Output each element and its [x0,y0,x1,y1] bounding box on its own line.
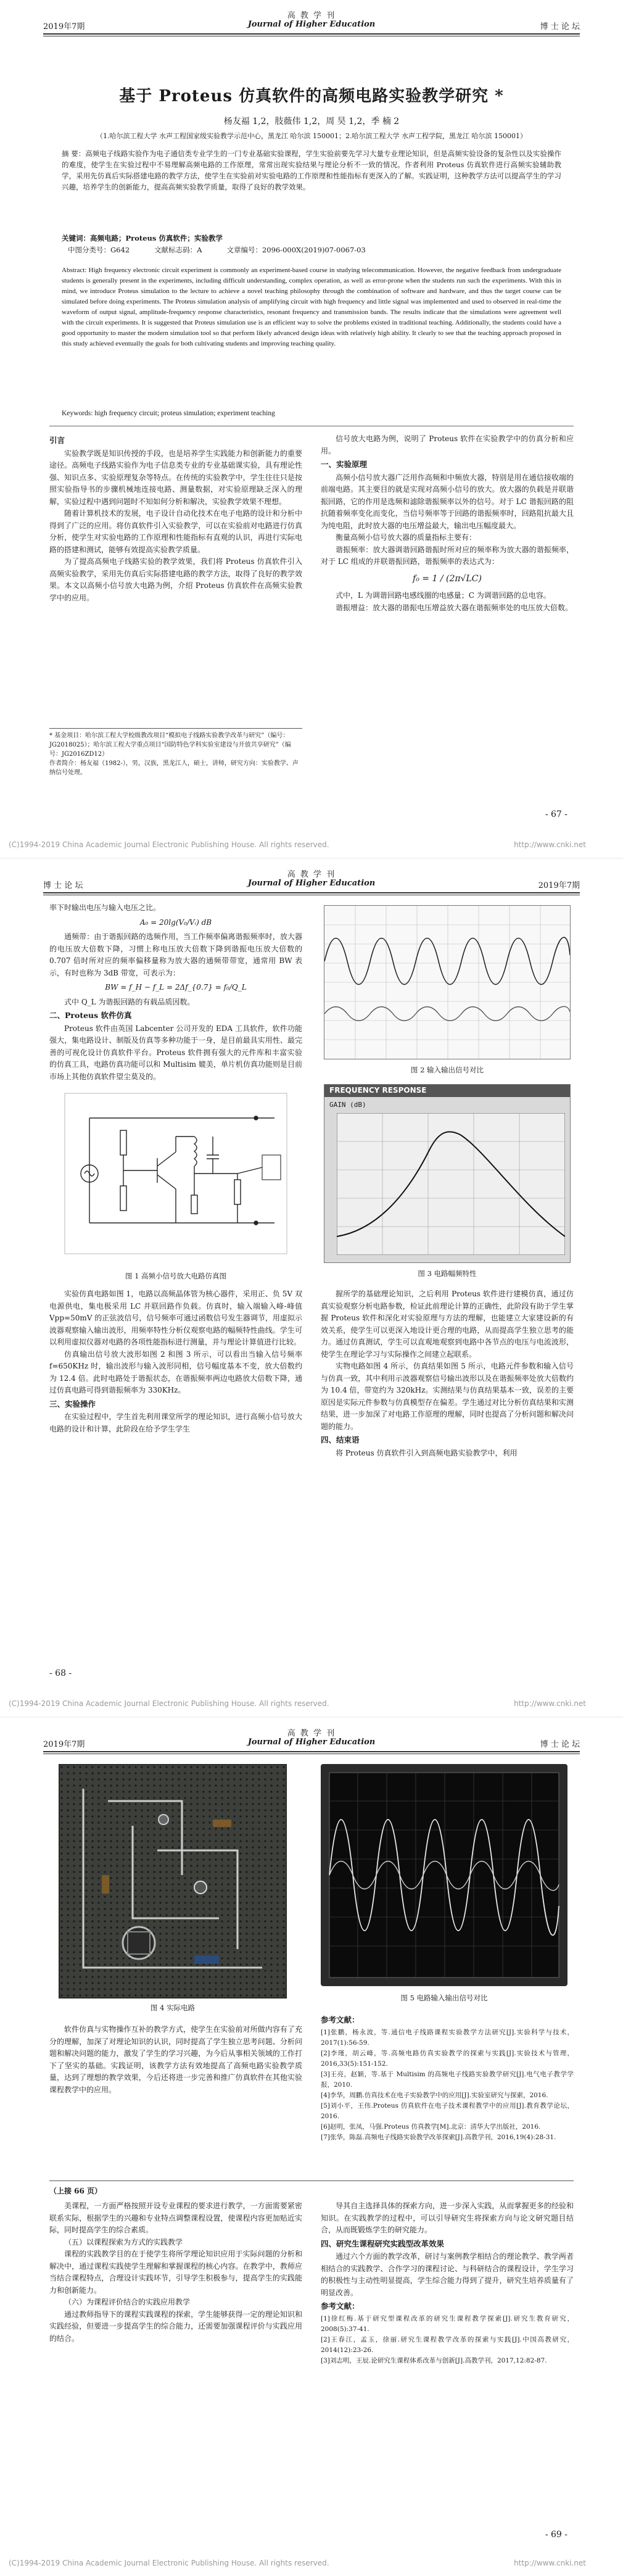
section-label: 博 士 论 坛 [540,22,580,31]
header-rule [43,33,580,35]
references-title: 参考文献： [321,2301,360,2311]
body-paragraph: 导其自主选择具体的探索方向，进一步深入实践，从而掌握更多的经验和知识。在实践教学的过程中，可以引导研究生将探索方向与论文研究题目结合，从而既锻炼学生的研究能力。 [321,2201,574,2234]
section-heading: 三、实验操作 [49,1399,96,1409]
section-heading: 四、研究生课程研究实践型改革效果 [321,2238,445,2248]
body-paragraph: 随着计算机技术的发展，电子设计自动化技术在电子电路的设计和分析中得到了广泛的应用。将仿真软件引入实验教学，可以在实验前对电路进行仿真分析，使学生对实验电路的工作原理和性能指标有直观的认识，再进行实际电路的搭建和测试，能够有效提高实验教学质量。 [49,509,302,554]
body-paragraph: 握所学的基础理论知识，之后利用 Proteus 软件进行建模仿真，通过仿真实验观察分析电路参数，检证此前理论计算的正确性，此阶段有助于学生掌握 Proteus 软件和深化对实验原理与方法的理解，也能建立大家建设新的有效关系，使学生可以更深入地设计更合理的电路，从而提高学生独立思考的能力。通过仿真测试，学生可以直观地观察到电路中各节点的电压与电流波形，使学生在理论学习与实际操作之间建立起联系。 [321,1290,574,1359]
article-authors: 杨友福 1,2，肢薇伟 1,2，周 昊 1,2，季 楠 2 [223,117,400,126]
reference-item: [2]王春江，孟玉，徐丽.研究生课程教学改革的探索与实践[J].中国高教研究，2014(12):23-26. [321,2335,574,2354]
article-id: 文章编号：2096-000X(2019)07-0067-03 [226,246,366,254]
body-col-right [321,1288,574,1459]
continuation-col-right [321,2200,574,2366]
body-paragraph: 在实验过程中，学生首先利用课堂所学的理论知识，进行高频小信号放大电路的设计和计算，此阶段在给予学生学生 [49,1412,302,1433]
page-3 [0,1718,623,2576]
section-heading: 引言 [49,436,65,445]
circuit-board-photo [59,1764,287,1998]
body-paragraph: 实验教学既是知识传授的手段，也是培养学生实践能力和创新能力的重要途径。高频电子线路实验作为电子信息类专业的专业基础课实验，具有理论性强、知识点多、实验原理复杂等特点。在传统的实验教学中，学生往往只是按照实验指导书的步骤机械地连接电路、测量数据，对实验原理缺乏深入的理解，实验过程中遇到问题时不知如何分析和解决，实验教学效果不理想。 [49,449,302,506]
body-col-right [321,433,574,614]
copyright-notice: (C)1994-2019 China Academic Journal Electronic Publishing House. All rights reserved. [9,840,329,849]
reference-item: [1]张鹏，杨永波，等.通信电子线路课程实验教学方法研究[J].实验科学与技术，2017(1):56-59. [321,2028,574,2047]
references-col [321,2013,574,2143]
reference-item: [2]李瑾，胡云峰，等.高频电路仿真实验教学的探索与实践[J].实验技术与管理，2016,33(5):151-152. [321,2049,574,2068]
section-label: 博 士 论 坛 [43,881,83,890]
figure-4-circuit-photo [59,1764,287,1998]
page-number: - 69 - [545,2530,567,2540]
page-footer [0,838,623,851]
page-header [43,9,580,46]
reference-list [321,2314,574,2366]
section-label: 博 士 论 坛 [540,1740,580,1749]
body-paragraph: 式中 Q_L 为谐振回路的有载品质因数。 [64,997,195,1006]
section-heading: 一、实验原理 [321,460,368,469]
body-paragraph: 为了提高高频电子线路实验的教学效果，我们将 Proteus 仿真软件引入高频实验教学，采用先仿真后实际搭建电路的教学方法，取得了良好的教学效果。本文以高频小信号放大电路为例，介绍 Proteus 仿真软件在高频实验教学中的应用。 [49,557,302,602]
continuation-col-left [49,2200,302,2345]
journal-name-en: Journal of Higher Education [247,20,376,29]
figure-3-frequency-response [324,1084,571,1263]
footnote: * 基金项目：哈尔滨工程大学校级教改项目“模拟电子线路实验教学改革与研究”（编号：JG2018025）；哈尔滨工程大学重点项目“国防特色学科实验室建设与开放共享研究”（编号：JG2016ZD12） 作者简介：杨友福（1982-），男，汉族，黑龙江人，硕士，讲师，研究方向：实验教学、声纳信号处理。 [49,728,302,777]
page-number: - 67 - [545,810,567,819]
body-paragraph: 仿真输出信号放大波形如图 2 和图 3 所示，可以看出当输入信号频率 f=650KHz 时，输出波形与输入波形同相，信号幅度基本不变，放大倍数约为 12.4 倍。此时电路处于谐振状态，在谐振频率两边电路放大倍数下降，通过仿真电路可得到谐振频率为 330KHz。 [49,1349,302,1394]
article-title: 基于 Proteus 仿真软件的高频电路实验教学研究 * [119,87,504,106]
reference-item: [1]徐红梅.基于研究型课程改革的研究生课程教学探索[J].研究生教育研究，2008(5):37-41. [321,2314,574,2333]
journal-name-en: Journal of Higher Education [247,879,376,888]
frequency-response-plot [337,1113,565,1255]
article-meta [68,245,561,255]
copyright-notice: (C)1994-2019 China Academic Journal Electronic Publishing House. All rights reserved. [9,1699,329,1708]
figure-4-caption: 图 4 实际电路 [150,2003,196,2012]
references-title: 参考文献： [321,2015,360,2024]
resonance-formula: f₀ = 1 / (2π√LC) [413,573,482,584]
body-paragraph: （五）以课程探索为方式的实践教学 [64,2237,183,2247]
footer-link[interactable]: http://www.cnki.net [514,2559,586,2567]
page-1 [0,0,623,858]
journal-name-cn: 高 教 学 刊 [287,1729,336,1738]
article-affiliation: （1.哈尔滨工程大学 水声工程国家级实验教学示范中心，黑龙江 哈尔滨 150001；2.哈尔滨工程大学 水声工程学院，黑龙江 哈尔滨 150001） [96,132,527,140]
body-paragraph: 信号放大电路为例，说明了 Proteus 软件在实验教学中的仿真分析和应用。 [321,434,574,455]
issue-label: 2019年7期 [43,22,85,31]
reference-item: [3]王亮，赵颖，等.基于 Multisim 的高频电子线路实验教学研究[J].电气电子教学学报，2010. [321,2070,574,2089]
bandwidth-formula: BW = f_H − f_L = 2Δf_{0.7} = f₀/Q_L [105,983,247,992]
body-paragraph: （六）为课程评价结合的实践应用教学 [64,2298,191,2306]
journal-name-cn: 高 教 学 刊 [287,870,336,879]
y-axis-unit: GAIN (dB) [329,1101,366,1109]
body-paragraph: 将 Proteus 仿真软件引入到高频电路实验教学中，利用 [336,1448,518,1457]
body-paragraph: 式中，L 为调谐回路电感线圈的电感量；C 为调谐回路的总电容。 [336,591,551,600]
page-header [43,1726,580,1763]
body-col-left [49,902,302,1083]
figure-1-schematic [52,1081,299,1266]
body-paragraph: 美课程，一方面严格按照开设专业课程的要求进行教学，一方面需要紧密联系实际，根据学生的兴趣和专业特点调整课程设置，使课程内容更加贴近实际，同时提高学生的综合素质。 [49,2201,302,2234]
body-paragraph: 实物电路如图 4 所示，仿真结果如图 5 所示，电路元件参数和输入信号与仿真一致，其中利用示波器观察信号输出波形以及在谐振频率处放大倍数约为 10.4 倍，带宽约为 320kHz。实测结果与仿真结果基本一致，误差的主要原因是实际元件参数与仿真模型存在偏差。学生通过对比分析仿真结果和实测结果，进一步加深了对电路工作原理的理解，同时也提高了分析问题和解决问题的能力。 [321,1362,574,1431]
abstract-en: Abstract: High frequency electronic circuit experiment is commonly an experiment-based course in studying telecommunication. However, the negative feedback from undergraduate students is generally present in the experiments, including difficult understanding, complex operation, as well as error-prone when the students run such the experiments. With this in mind, we introduce Proteus simulation to the lecture to achieve a novel teaching philosophy through the combination of software and hardware, and thus the target course can be simulated before doing experiments. The Proteus simulation analysis of amplifying circuit with high frequency and little signal was implemented and used to observed in real-time the waveform of output signal, amplitude-frequency response characteristics, resonant frequency and transmission bands. The results indicate that the simulations were agreement well with the circuit experiments. It is suggested that Proteus simulation use is an efficient way to solve the problems existed in traditional teaching. Additionally, the students could have a good opportunity to master the modern simulation tool so that perform likely advanced design ideas with relatively high ability. It clearly to see that the teaching approach proposed in this study achieved eventually the goals for both cultivating students and improving teaching quality. [62,267,561,347]
reference-item: [5]刘小平，王伟.Proteus 仿真软件在电子技术课程教学中的应用[J].教育教学论坛，2016. [321,2102,574,2120]
body-paragraph: 通频带：由于谐振回路的选频作用，当工作频率偏离谐振频率时，放大器的电压放大倍数下降，习惯上称电压放大倍数下降到谐振电压放大倍数的 0.707 倍时所对应的频率偏移量称为放大器的通频带带宽，通常用 BW 表示，有时也称为 3dB 带宽，可表示为： [49,932,302,977]
page-footer [0,1697,623,1710]
footer-link[interactable]: http://www.cnki.net [514,840,586,849]
keywords-cn: 关键词：高频电路；Proteus 仿真软件；实验教学 [62,234,223,242]
page-number: - 68 - [49,1668,72,1678]
body-paragraph: Proteus 软件由英国 Labcenter 公司开发的 EDA 工具软件，软件功能强大，集电路设计、制版及仿真等多种功能于一身，是目前最具实用性、最完善的可视化设计仿真软件平台。Proteus 软件拥有强大的元件库和丰富实验的仿真工具，电路仿真功能可以和 Multisim 媲美，单片机仿真功能则是目前市场上其他仿真软件望尘莫及的。 [49,1024,302,1081]
figure-2-oscilloscope [324,905,571,1059]
journal-name-cn: 高 教 学 刊 [287,11,336,20]
reference-item: [7]张华，陈磊.高频电子线路实验教学改革探索[J].高教学刊，2016,19(4):28-31. [321,2133,556,2141]
figure-5-oscilloscope-photo [321,1764,567,1986]
keywords-en: Keywords: high frequency circuit; proteus simulation; experiment teaching [62,410,275,417]
body-paragraph: 实验仿真电路如图 1，电路以高频晶体管为核心器件，采用正、负 5V 双电源供电，集电极采用 LC 并联回路作负载。仿真时，输入端输入峰-峰值 Vpp=50mV 的正弦波信号，信号频率可通过函数信号发生器调节，用虚拟示波器观察输入输出波形，用频率特性分析仪观察电路的幅频特性曲线。学生可以利用虚拟仪器对电路的各项性能指标进行测量，并与理论计算值进行比较。 [49,1290,302,1346]
copyright-notice: (C)1994-2019 China Academic Journal Electronic Publishing House. All rights reserved. [9,2559,329,2567]
reference-item: [3]刘志明，王辰.论研究生课程体系改革与创新[J].高教学刊，2017,12:82-87. [321,2356,547,2364]
body-paragraph: 谐振增益：放大器的谐振电压增益放大器在谐振频率处的电压放大倍数。 [336,603,573,612]
body-col-left [49,2024,302,2096]
header-rule [43,892,580,893]
oscilloscope-screen [321,1764,567,1986]
figure-3-caption: 图 3 电路幅频特性 [418,1269,477,1278]
body-paragraph: 谐振频率：放大器调谐回路谐振时所对应的频率称为放大器的谐振频率，对于 LC 组成的并联谐振回路，谐振频率的表达式为： [321,545,574,566]
body-col-left-lower [49,1288,302,1435]
oscilloscope-plot [324,906,570,1059]
figure-2-caption: 图 2 输入输出信号对比 [410,1066,484,1074]
body-col-left [49,433,302,604]
graph-window-titlebar: FREQUENCY RESPONSE [324,1085,570,1097]
clc-number: 中图分类号：G642 [68,246,130,254]
continuation-divider [49,2180,574,2181]
issue-label: 2019年7期 [43,1740,85,1749]
page-header [43,868,580,905]
body-paragraph: 通过六个方面的教学改革，研讨与案例教学相结合的理论教学、教学两者相结合的实践教学、合作学习的课程讨论、与科研结合的课程设计，学生学习的积极性与主动性明显提高，学生综合能力得到了提升，研究生培养质量有了明显改善。 [321,2252,574,2297]
section-heading: 二、Proteus 软件仿真 [49,1011,132,1020]
gain-formula: A₀ = 20lg(V₀/Vᵢ) dB [139,917,212,927]
body-paragraph: 通过教师指导下的课程实践课程的探索，学生能够获得一定的理论知识和实践经验，但要进一步提高学生的综合能力，还需要加强课程评价与实践应用的结合。 [49,2309,302,2343]
journal-name-en: Journal of Higher Education [247,1737,376,1747]
body-paragraph: 衡量高频小信号放大器的质量指标主要有： [336,533,477,542]
body-paragraph: 软件仿真与实物操作互补的教学方式，使学生在实验前对所做内容有了充分的理解，加深了对理论知识的认识，同时提高了学生独立思考问题、分析问题和解决问题的能力，激发了学生的学习兴趣，为今后从事相关领域的工作打下了坚实的基础。实践证明，该教学方法有效地提高了高频电路实验教学质量，达到了理想的教学效果，今后还将进一步完善和推广仿真软件在其他实验课程教学中的应用。 [49,2025,302,2094]
abstract-cn: 摘 要：高频电子线路实验作为电子通信类专业学生的一门专业基础实验课程，学生实验前要先学习大量专业理论知识，但是高频实验设备的复杂性以及实验操作的难度，使学生在实验过程中不易理解高频电路的工作原理，常常出现实验结果与理论分析不一致的情况。作者利用 Proteus 仿真软件进行高频实验辅助教学，采用先仿真后实际搭建电路的教学方法，使学生在实验前对实验电路的工作原理和性能指标有更深入的了解。实践证明，这种教学方法可以提高学生的学习兴趣，培养学生的创新能力，提高高频实验教学质量，取得了良好的教学效果。 [62,149,561,191]
reference-item: [6]赵明，张凤，马强.Proteus 仿真教学[M].北京：清华大学出版社，2016. [321,2123,541,2131]
footer-link[interactable]: http://www.cnki.net [514,1699,586,1708]
page-2 [0,859,623,1717]
section-heading: 四、结束语 [321,1435,360,1444]
circuit-schematic [52,1081,299,1266]
document-code: 文献标志码：A [154,246,202,254]
reference-list [321,2027,574,2143]
body-paragraph: 课程的实践教学目的在于使学生将所学理论知识应用于实际问题的分析和解决中，通过课程实践使学生理解和掌握课程的核心内容。在教学中，教师应当结合课程特点，合理设计实践环节，引导学生积极参与，提高学生的实践能力和创新能力。 [49,2250,302,2295]
issue-label: 2019年7期 [538,881,580,890]
body-paragraph: 高频小信号放大器广泛用作高频和中频放大器，特别是用在通信接收端的前端电路。其主要目的就是实现对高频小信号的放大。放大器的负载是并联谐振回路，它的作用是选频和滤除谐振频率以外的信号。对于 LC 谐振回路的阻抗随着频率变化而变化，当信号频率等于回路的谐振频率时，回路阻抗最大且为纯电阻，此时放大器的电压增益最大，输出电压幅度最大。 [321,473,574,530]
figure-5-caption: 图 5 电路输入输出信号对比 [400,1994,488,2002]
continuation-header: （上接 66 页） [49,2187,102,2195]
header-rule [43,1751,580,1752]
figure-1-caption: 图 1 高频小信号放大电路仿真图 [125,1272,227,1280]
page-footer [0,2556,623,2570]
body-paragraph: 率下时输出电压与输入电压之比。 [49,903,161,912]
reference-item: [4]李华，周鹏.仿真技术在电子实验教学中的应用[J].实验室研究与探索，2016. [321,2091,548,2099]
